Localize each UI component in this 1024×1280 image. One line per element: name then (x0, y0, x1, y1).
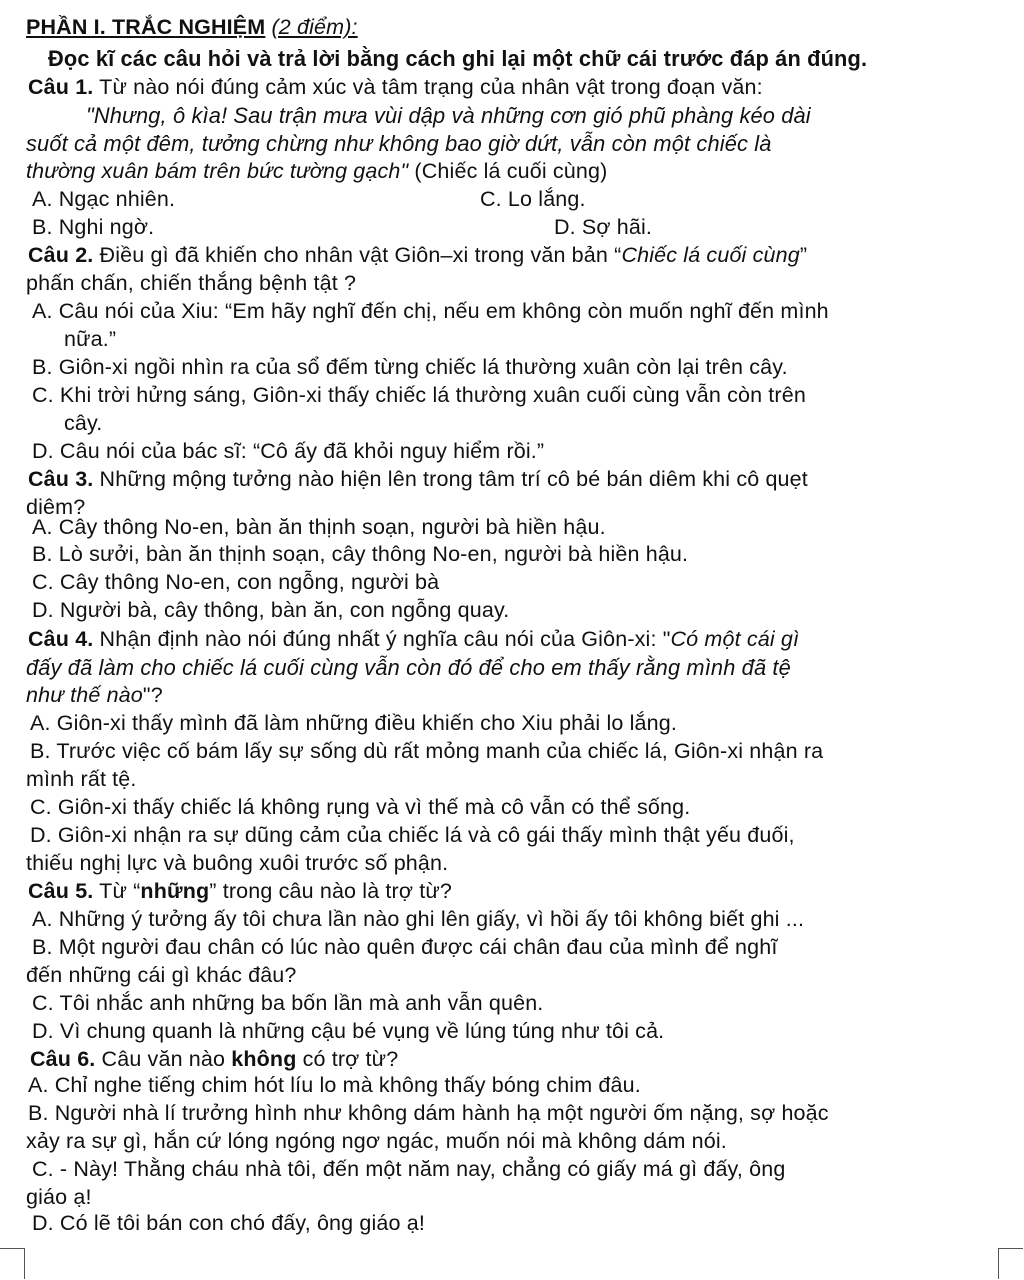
question-4-quote-start: Có một cái gì (670, 627, 800, 651)
question-2-option-b: B. Giôn-xi ngồi nhìn ra của sổ đếm từng chiếc lá thường xuân còn lại trên cây. (32, 355, 788, 379)
question-6-stem (30, 1046, 398, 1073)
question-6-option-b: B. Người nhà lí trưởng hình như không dám hành hạ một người ốm nặng, sợ hoặc (28, 1101, 829, 1125)
question-4-text: Nhận định nào nói đúng nhất ý nghĩa câu nói của Giôn-xi: " (93, 627, 671, 651)
question-4-option-d-cont: thiếu nghị lực và buông xuôi trước số phận. (26, 851, 449, 875)
question-6-option-d: D. Có lẽ tôi bán con chó đấy, ông giáo ạ! (32, 1211, 426, 1235)
question-3-option-a: A. Cây thông No-en, bàn ăn thịnh soạn, người bà hiền hậu. (32, 515, 606, 539)
question-5-text-end: ” trong câu nào là trợ từ? (209, 879, 453, 903)
question-1-source: (Chiếc lá cuối cùng) (408, 159, 608, 183)
question-3-option-b: B. Lò sưởi, bàn ăn thịnh soạn, cây thông No-en, người bà hiền hậu. (32, 542, 689, 566)
question-6-text-end: có trợ từ? (296, 1047, 399, 1071)
question-2-story-title: Chiếc lá cuối cùng (621, 243, 800, 267)
question-1-text: Từ nào nói đúng cảm xúc và tâm trạng của nhân vật trong đoạn văn: (93, 75, 763, 99)
question-2-option-a-cont: nữa.” (64, 327, 117, 351)
question-1-number: Câu 1. (28, 75, 94, 99)
question-6-number: Câu 6. (30, 1047, 96, 1071)
question-5-target-word: những (140, 879, 210, 903)
question-1-option-c: C. Lo lắng. (480, 187, 586, 211)
question-5-option-b: B. Một người đau chân có lúc nào quên được cái chân đau của mình để nghĩ (32, 935, 778, 959)
question-6-option-c: C. - Này! Thằng cháu nhà tôi, đến một năm nay, chẳng có giấy má gì đấy, ông (32, 1157, 786, 1181)
question-4-question-mark: "? (142, 683, 163, 707)
question-4-stem-line-2: đấy đã làm cho chiếc lá cuối cùng vẫn còn đó để cho em thấy rằng mình đã tệ (26, 655, 791, 680)
question-3-number: Câu 3. (28, 467, 94, 491)
question-4-option-d: D. Giôn-xi nhận ra sự dũng cảm của chiếc lá và cô gái thấy mình thật yếu đuối, (30, 823, 795, 847)
question-2-stem-line-2: phấn chấn, chiến thắng bệnh tật ? (26, 271, 357, 295)
section-instruction: Đọc kĩ các câu hỏi và trả lời bằng cách ghi lại một chữ cái trước đáp án đúng. (48, 46, 868, 71)
question-4-number: Câu 4. (28, 627, 94, 651)
question-4-option-b: B. Trước việc cố bám lấy sự sống dù rất mỏng manh của chiếc lá, Giôn-xi nhận ra (30, 739, 824, 763)
question-4-stem-line-3 (26, 682, 163, 709)
question-3-option-c: C. Cây thông No-en, con ngỗng, người bà (32, 570, 440, 594)
question-2-option-c-cont: cây. (64, 411, 103, 435)
question-1-option-d: D. Sợ hãi. (554, 215, 653, 239)
question-6-option-a: A. Chỉ nghe tiếng chim hót líu lo mà không thấy bóng chim đâu. (28, 1073, 641, 1097)
question-2-option-d: D. Câu nói của bác sĩ: “Cô ấy đã khỏi nguy hiểm rồi.” (32, 439, 545, 463)
question-4-option-b-cont: mình rất tệ. (26, 767, 137, 791)
question-3-stem-line-1 (28, 466, 808, 493)
question-4-stem-line-1 (28, 626, 799, 653)
question-6-emphasis: không (231, 1047, 297, 1071)
section-heading: PHẦN I. TRẮC NGHIỆM (26, 15, 266, 39)
question-1-quote-line-3 (26, 158, 607, 185)
question-4-option-c: C. Giôn-xi thấy chiếc lá không rụng và vì thế mà cô vẫn có thể sống. (30, 795, 691, 819)
question-3-stem-line-2: diêm? (26, 495, 86, 519)
question-2-stem-line-1 (28, 242, 807, 269)
question-2-text: Điều gì đã khiến cho nhân vật Giôn–xi trong văn bản “ (93, 243, 622, 267)
question-1-option-a: A. Ngạc nhiên. (32, 187, 176, 211)
question-2-option-a: A. Câu nói của Xiu: “Em hãy nghĩ đến chị, nếu em không còn muốn nghĩ đến mình (32, 299, 829, 323)
question-3-option-d: D. Người bà, cây thông, bàn ăn, con ngỗng quay. (32, 598, 510, 622)
question-4-quote-end: như thế nào (26, 683, 143, 707)
question-6-text-start: Câu văn nào (95, 1047, 232, 1071)
question-3-text: Những mộng tưởng nào hiện lên trong tâm trí cô bé bán diêm khi cô quẹt (93, 467, 808, 491)
question-4-option-a: A. Giôn-xi thấy mình đã làm những điều khiến cho Xiu phải lo lắng. (30, 711, 677, 735)
question-1-quote-end: thường xuân bám trên bức tường gạch" (26, 159, 409, 183)
crop-mark-left (0, 1248, 25, 1279)
question-5-option-b-cont: đến những cái gì khác đâu? (26, 963, 297, 987)
section-heading-line (26, 14, 358, 41)
question-1-stem (28, 74, 763, 101)
question-2-close-quote: ” (799, 243, 808, 267)
question-1-quote-line-1: "Nhưng, ô kìa! Sau trận mưa vùi dập và những cơn gió phũ phàng kéo dài (86, 103, 811, 128)
question-5-option-a: A. Những ý tưởng ấy tôi chưa lần nào ghi lên giấy, vì hồi ấy tôi không biết ghi ... (32, 907, 805, 931)
question-5-option-c: C. Tôi nhắc anh những ba bốn lần mà anh vẫn quên. (32, 991, 544, 1015)
question-2-option-c: C. Khi trời hửng sáng, Giôn-xi thấy chiếc lá thường xuân cuối cùng vẫn còn trên (32, 383, 806, 407)
question-1-option-b: B. Nghi ngờ. (32, 215, 155, 239)
question-1-quote-line-2: suốt cả một đêm, tưởng chừng như không bao giờ dứt, vẫn còn một chiếc là (26, 131, 772, 156)
question-2-number: Câu 2. (28, 243, 94, 267)
crop-mark-right (998, 1248, 1023, 1279)
question-6-option-b-cont: xảy ra sự gì, hắn cứ lóng ngóng ngơ ngác, muốn nói mà không dám nói. (26, 1129, 727, 1153)
question-5-option-d: D. Vì chung quanh là những cậu bé vụng về lúng túng như tôi cả. (32, 1019, 665, 1043)
question-5-stem (28, 878, 452, 905)
question-5-text-start: Từ “ (93, 879, 141, 903)
question-5-number: Câu 5. (28, 879, 94, 903)
section-points: (2 điểm): (271, 15, 358, 39)
question-6-option-c-cont: giáo ạ! (26, 1185, 92, 1209)
